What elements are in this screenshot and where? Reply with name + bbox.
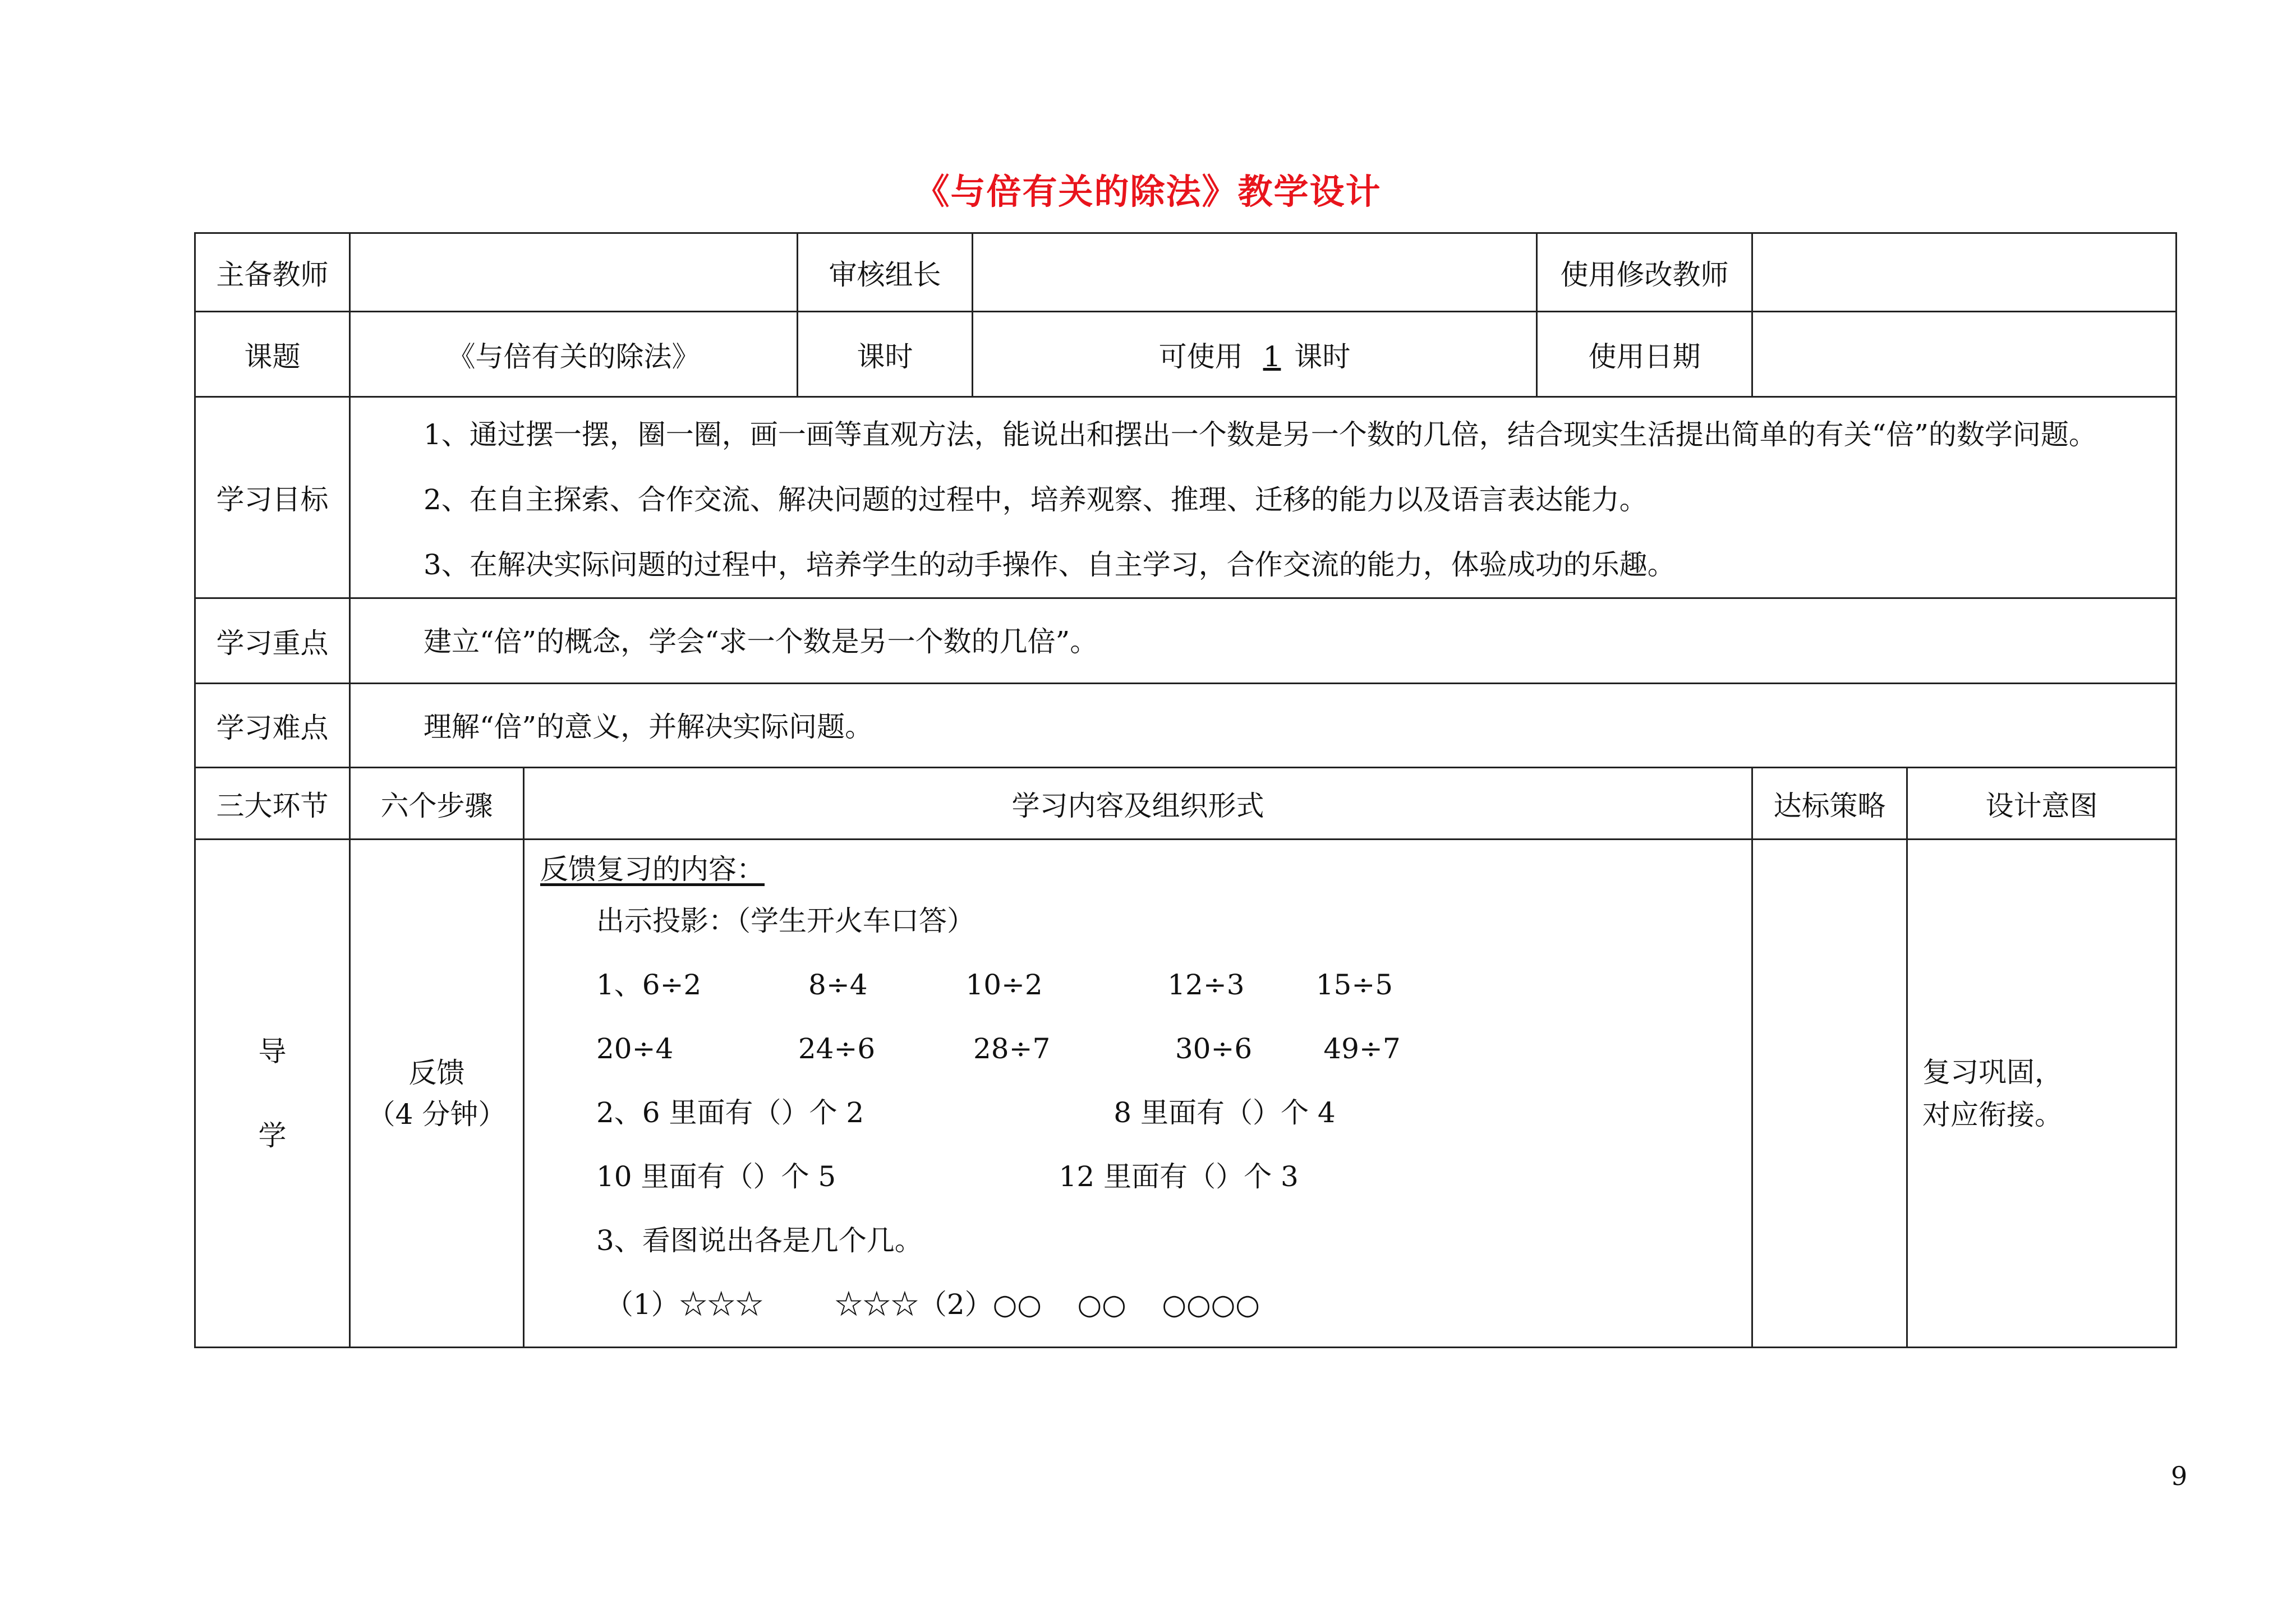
main-teacher-label: 主备教师	[195, 233, 350, 312]
period-prefix: 可使用	[1158, 340, 1243, 373]
difficulty-label: 学习难点	[195, 684, 350, 768]
period-count: 1	[1263, 340, 1281, 373]
lesson-row-feedback	[195, 840, 2177, 1348]
step-name: 反馈	[408, 1056, 465, 1089]
difficulty-row	[195, 684, 2177, 768]
col-step: 六个步骤	[350, 768, 524, 840]
reviewer-label: 审核组长	[798, 233, 973, 312]
modifier-value[interactable]	[1752, 233, 2177, 312]
intent-cell	[1907, 840, 2177, 1348]
content-line: 出示投影：（学生开火车口答）	[596, 905, 975, 937]
stage-char: 导	[258, 1035, 287, 1068]
col-intent: 设计意图	[1907, 768, 2177, 840]
strategy-cell	[1752, 840, 1907, 1348]
col-content: 学习内容及组织形式	[524, 768, 1752, 840]
stage-char: 学	[258, 1119, 287, 1152]
header-row-topic	[195, 312, 2177, 397]
step-time: （4 分钟）	[367, 1098, 507, 1131]
col-stage: 三大环节	[195, 768, 350, 840]
goal-item: 2、在自主探索、合作交流、解决问题的过程中，培养观察、推理、迁移的能力以及语言表达能力。	[424, 483, 1648, 516]
date-label: 使用日期	[1537, 312, 1752, 397]
content-line: 1、6÷2 8÷4 10÷2 12÷3 15÷5	[596, 969, 1393, 1001]
period-value	[973, 312, 1537, 397]
key-point-row	[195, 598, 2177, 684]
header-row-teachers	[195, 233, 2177, 312]
step-cell	[350, 840, 524, 1348]
reviewer-value[interactable]	[973, 233, 1537, 312]
topic-label: 课题	[195, 312, 350, 397]
goals-row	[195, 397, 2177, 598]
date-value[interactable]	[1752, 312, 2177, 397]
content-line: 2、6 里面有（）个 2 8 里面有（）个 4	[596, 1096, 1336, 1129]
modifier-label: 使用修改教师	[1537, 233, 1752, 312]
goals-content	[350, 397, 2177, 598]
intent-line: 对应衔接。	[1922, 1098, 2063, 1131]
period-suffix: 课时	[1294, 340, 1351, 373]
goal-item: 3、在解决实际问题的过程中，培养学生的动手操作、自主学习，合作交流的能力，体验成功的乐趣。	[424, 548, 1676, 581]
period-label: 课时	[798, 312, 973, 397]
lesson-plan-table	[194, 232, 2177, 1348]
intent-line: 复习巩固，	[1922, 1055, 2063, 1089]
content-line: 3、看图说出各是几个几。	[596, 1224, 923, 1257]
page-number: 9	[2171, 1461, 2188, 1491]
content-line: （1）☆☆☆ ☆☆☆（2）○○ ○○ ○○○○	[596, 1288, 1260, 1321]
topic-value: 《与倍有关的除法》	[350, 312, 798, 397]
goal-item: 1、通过摆一摆，圈一圈，画一画等直观方法，能说出和摆出一个数是另一个数的几倍，结合现实生活提出简单的有关“倍”的数学问题。	[424, 418, 2097, 451]
main-teacher-value[interactable]	[350, 233, 798, 312]
goals-label: 学习目标	[195, 397, 350, 598]
stage-cell	[195, 840, 350, 1348]
content-title: 反馈复习的内容：	[540, 853, 765, 886]
key-point-label: 学习重点	[195, 598, 350, 684]
column-header-row	[195, 768, 2177, 840]
col-strategy: 达标策略	[1752, 768, 1907, 840]
content-cell	[524, 840, 1752, 1348]
difficulty-text: 理解“倍”的意义，并解决实际问题。	[350, 684, 2177, 768]
key-point-text: 建立“倍”的概念，学会“求一个数是另一个数的几倍”。	[350, 598, 2177, 684]
content-line: 20÷4 24÷6 28÷7 30÷6 49÷7	[596, 1032, 1401, 1065]
document-title: 《与倍有关的除法》教学设计	[914, 171, 1382, 212]
content-line: 10 里面有（）个 5 12 里面有（）个 3	[596, 1160, 1299, 1193]
